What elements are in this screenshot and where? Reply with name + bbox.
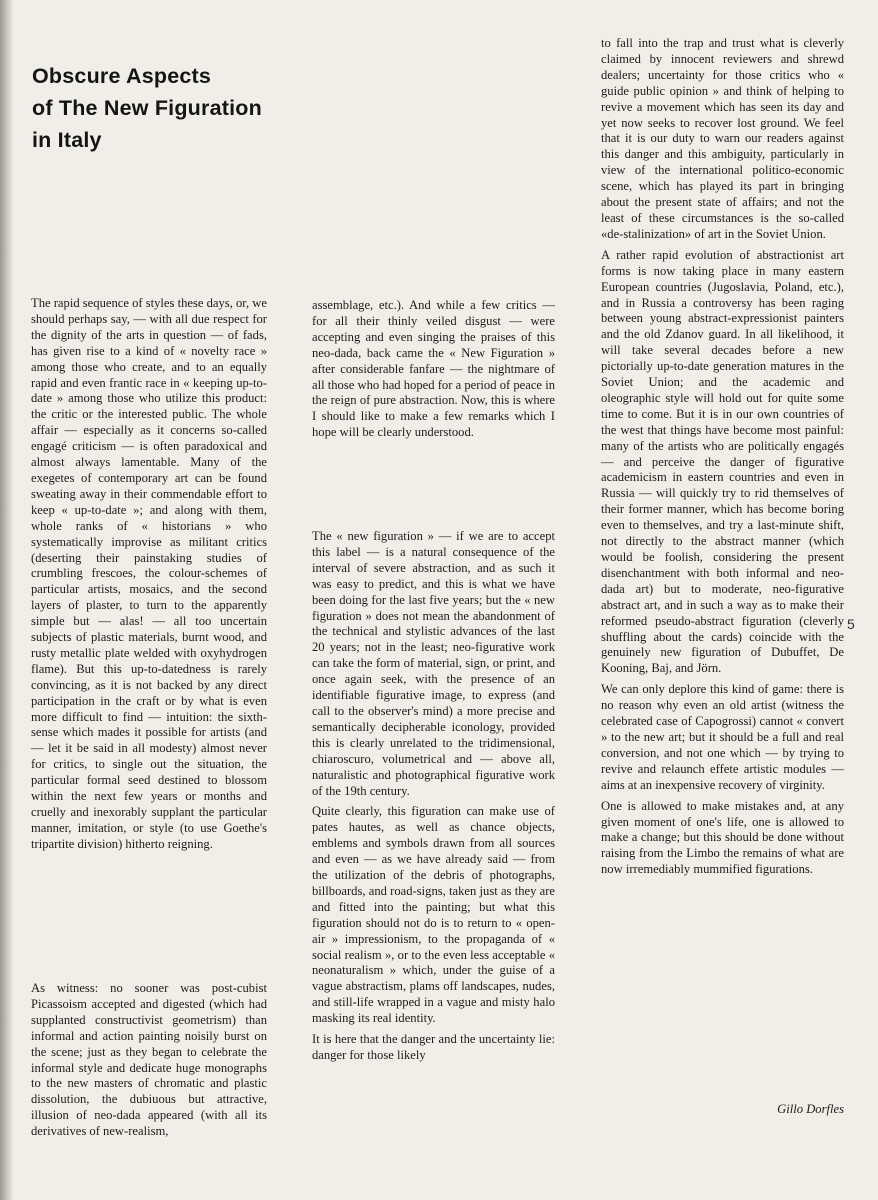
paragraph: A rather rapid evolution of abstractionist art forms is now taking place in many eastern European countries (Jugoslavia, Poland, etc.), and in Russia a controversy has been raging between young abstract-expressionist painters and the old Zdanov guard. In all likelihood, it will take several decades before a new pictorially up-to-date generation matures in the Soviet Union; and the academic and oleographic style will hold out for quite some time to come. But it is in our own countries of the west that things have become most painful: many of the artists who are politically engagés — and perceive the danger of figurative academicism in eastern countries and even in Russia — will quickly try to rid themselves of their former manner, which has become boring even to themselves, and try a last-minute shift, not directly to the abstract manner (which would be foolish, considering the present disenchantment with both informal and neo-dada art) but to moderate, neo-figurative abstract art, and in such a way as to make their reformed pseudo-abstract figuration (cleverly shuffling about the cards) coincide with the genuinely new figuration of Dubuffet, De Kooning, Baj, and Jörn. <box>601 247 844 676</box>
right-column <box>601 36 844 883</box>
paragraph: As witness: no sooner was post-cubist Picassoism accepted and digested (which had supplanted constructivist geometrism) than informal and action painting noisily burst on the scene; just as they began to celebrate the informal style and dedicate huge monographs to the new masters of chromatic and plastic dissolution, the dubiuous but attractive, illusion of neo-dada appeared (with all its derivatives of new-realism, <box>31 981 267 1139</box>
paragraph: The « new figuration » — if we are to accept this label — is a natural consequence of the interval of severe abstraction, and as such it was easy to predict, and this is what we have been doing for the last five years; but the « new figuration » does not mean the abandonment of the technical and stylistic advances of the last 20 years; not in the least; neo-figurative work can take the form of material, sign, or print, and once again seek, with the presence of an identifiable figurative image, to express (and call to the observer's mind) a more precise and semantically decipherable iconology, provided this is clearly unrelated to the tridimensional, chiaroscuro, volumetrical and — above all, naturalistic and photographical figurative work of the 19th century. <box>312 529 555 798</box>
title-line-2: of The New Figuration <box>32 96 262 120</box>
page-binding-shadow <box>0 0 14 1200</box>
title-line-1: Obscure Aspects <box>32 64 212 88</box>
paragraph: to fall into the trap and trust what is cleverly claimed by innocent reviewers and shrewd dealers; uncertainty for those critics who « guide public opinion » and think of helping to revive a movement which has seen its day and yet now seeks to recover lost ground. We feel that it is our duty to warn our readers against this danger and this ambiguity, particularly in view of the international politico-economic scene, which has played its part in bringing about the present state of affairs; and not the least of these circumstances is the so-called «de-stalinization» of art in the Soviet Union. <box>601 36 844 241</box>
left-column-top <box>31 296 267 858</box>
paragraph: The rapid sequence of styles these days, or, we should perhaps say, — with all due respect for the dignity of the arts in question — of fads, has given rise to a kind of « novelty race » among those who create, and to an equally rapid and even frantic race in « keeping up-to-date » among those who utilize this product: the critic or the interested public. The whole affair — especially as it concerns so-called engagé criticism — is often paradoxical and almost always lamentable. Many of the exegetes of contemporary art can be found sweating away in their commendable effort to keep « up-to-date »; and along with them, whole ranks of « historians » who systematically improvise as militant critics (deserting their painstaking studies of crumbling frescoes, the colour-schemes of particular artists, mosaics, and the second layers of plaster, to turn to the apparently simple but — alas! — all too uncertain subjects of plastic materials, burnt wood, and rusty metallic plate welded with oxyhydrogen flame). But this up-to-datedness is rarely convincing, as it is not backed by any direct participation in the craft or by what is even more difficult to find — intuition: the sixth-sense which mades it possible for artists (and — let it be said in all modesty) almost never for critics, to single out the situation, the particular formal seed destined to blossom within the next few years or months and cruelly and inexorably supplant the particular manner, imitation, or style (to use Goethe's tripartite division) hitherto reigning. <box>31 296 267 851</box>
middle-column-top <box>312 298 555 446</box>
paragraph: It is here that the danger and the uncertainty lie: danger for those likely <box>312 1032 555 1062</box>
paragraph: assemblage, etc.). And while a few critics — for all their thinly veiled disgust — were accepting and even singing the praises of this neo-dada, back came the « New Figuration » after considerable fanfare — the nightmare of all those who had hoped for a period of peace in the reign of pure abstraction. Now, this is where I should like to make a few remarks which I hope will be clearly understood. <box>312 298 555 440</box>
article-title <box>32 60 262 156</box>
page-number: 5 <box>847 616 855 632</box>
middle-column-bottom <box>312 529 555 1069</box>
paragraph: We can only deplore this kind of game: there is no reason why even an old artist (witness the celebrated case of Capogrossi) cannot « convert » to the new art; but it should be a full and real conversion, and not one which — by trying to revive and relaunch effete artistic modules — aims at an inexpensive recovery of virginity. <box>601 682 844 792</box>
title-line-3: in Italy <box>32 128 102 152</box>
paragraph: Quite clearly, this figuration can make use of pates hautes, as well as chance objects, emblems and symbols drawn from all sources and even — as we have already said — from the utilization of the debris of photographs, billboards, and road-signs, taken just as they are and fitted into the painting; but what this figuration should not do is to return to « open-air » impressionism, to the propaganda of « social realism », or to the even less acceptable « neonaturalism » which, under the guise of a vague abstractism, plams off landscapes, nudes, and still-life wrapped in a vague and misty halo masking its real identity. <box>312 804 555 1026</box>
paragraph: One is allowed to make mistakes and, at any given moment of one's life, one is allowed to make a change; but this should be done without raising from the Limbo the remains of what are now irremediably mummified figurations. <box>601 798 844 877</box>
left-column-bottom <box>31 981 267 1145</box>
author-signature: Gillo Dorfles <box>777 1102 844 1116</box>
